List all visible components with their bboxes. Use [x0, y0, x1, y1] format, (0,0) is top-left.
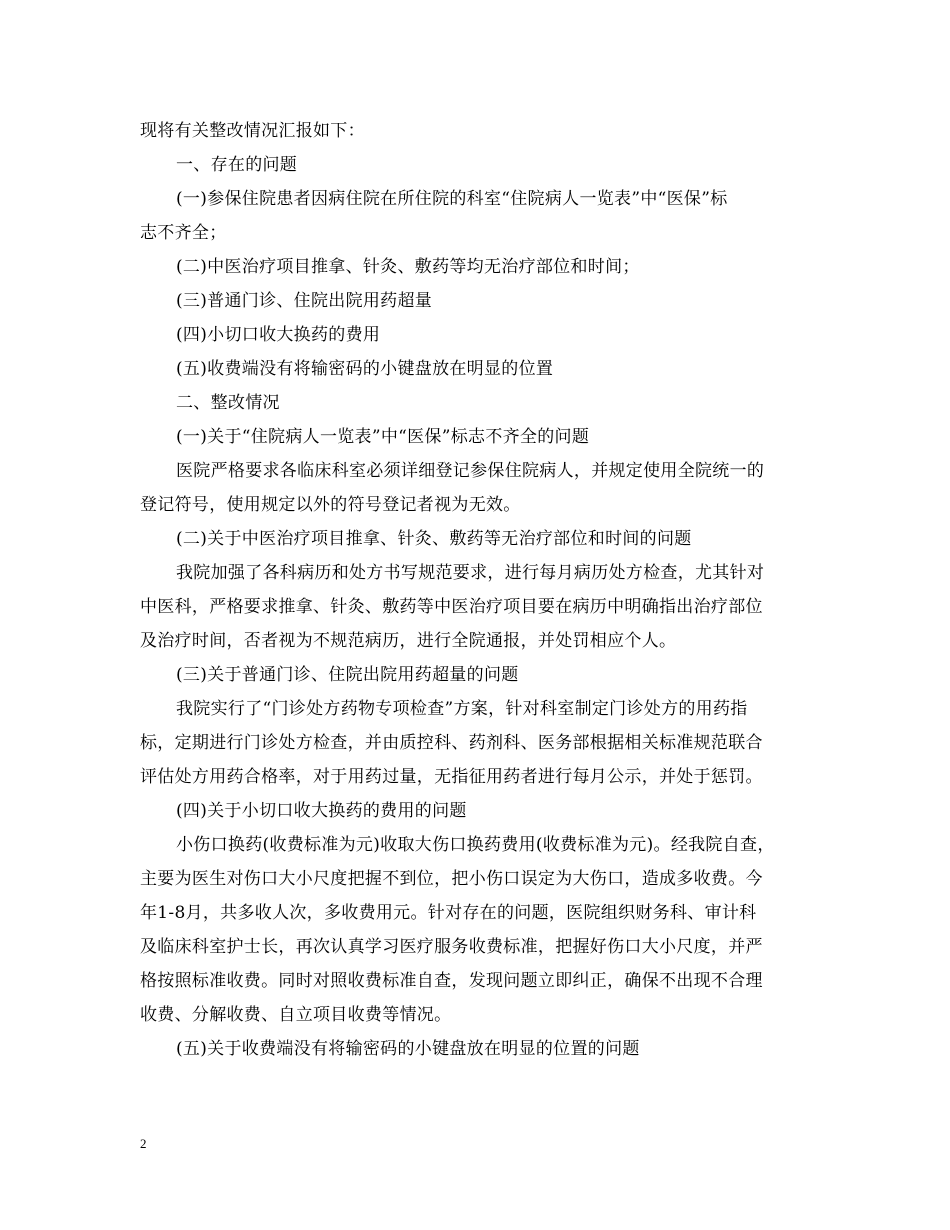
- paragraph-line: 格按照标准收费。同时对照收费标准自查，发现问题立即纠正，确保不出现不合理: [140, 971, 763, 991]
- paragraph-line: 医院严格要求各临床科室必须详细登记参保住院病人，并规定使用全院统一的: [176, 461, 765, 481]
- problem-item-4: (四)小切口收大换药的费用: [176, 325, 381, 345]
- problem-item-3: (三)普通门诊、住院出院用药超量: [176, 291, 433, 311]
- paragraph-line: 中医科，严格要求推拿、针灸、敷药等中医治疗项目要在病历中明确指出治疗部位: [140, 597, 763, 617]
- paragraph-line: 登记符号，使用规定以外的符号登记者视为无效。: [140, 495, 521, 515]
- paragraph-line: 及临床科室护士长，再次认真学习医疗服务收费标准，把握好伤口大小尺度，并严: [140, 937, 763, 957]
- paragraph-line: 标，定期进行门诊处方检查，并由质控科、药剂科、医务部根据相关标准规范联合: [140, 733, 763, 753]
- section-heading-problems: 一、存在的问题: [176, 155, 298, 175]
- rectification-heading-1: (一)关于“住院病人一览表”中“医保”标志不齐全的问题: [176, 427, 590, 447]
- paragraph-line: 年1-8月，共多收人次，多收费用元。针对存在的问题，医院组织财务科、审计科: [140, 903, 757, 923]
- paragraph-line: 评估处方用药合格率，对于用药过量，无指征用药者进行每月公示，并处于惩罚。: [140, 767, 763, 787]
- rectification-heading-5: (五)关于收费端没有将输密码的小键盘放在明显的位置的问题: [176, 1039, 640, 1059]
- problem-item-5: (五)收费端没有将输密码的小键盘放在明显的位置: [176, 359, 554, 379]
- problem-item-1-cont: 志不齐全；: [140, 223, 227, 243]
- rectification-heading-2: (二)关于中医治疗项目推拿、针灸、敷药等无治疗部位和时间的问题: [176, 529, 692, 549]
- page-number: 2: [140, 1136, 147, 1151]
- paragraph-line: 及治疗时间，否者视为不规范病历，进行全院通报，并处罚相应个人。: [140, 631, 677, 651]
- paragraph-line: 我院实行了“门诊处方药物专项检查”方案，针对科室制定门诊处方的用药指: [176, 699, 748, 719]
- problem-item-1: (一)参保住院患者因病住院在所住院的科室“住院病人一览表”中“医保”标: [176, 189, 728, 209]
- problem-item-2: (二)中医治疗项目推拿、针灸、敷药等均无治疗部位和时间；: [176, 257, 640, 277]
- rectification-heading-4: (四)关于小切口收大换药的费用的问题: [176, 801, 467, 821]
- paragraph-line: 小伤口换药(收费标准为元)收取大伤口换药费用(收费标准为元)。经我院自查，: [176, 835, 775, 855]
- rectification-heading-3: (三)关于普通门诊、住院出院用药超量的问题: [176, 665, 519, 685]
- intro-line: 现将有关整改情况汇报如下：: [140, 121, 365, 141]
- section-heading-rectification: 二、整改情况: [176, 393, 280, 413]
- paragraph-line: 收费、分解收费、自立项目收费等情况。: [140, 1005, 452, 1025]
- paragraph-line: 主要为医生对伤口大小尺度把握不到位，把小伤口误定为大伤口，造成多收费。今: [140, 869, 763, 889]
- paragraph-line: 我院加强了各科病历和处方书写规范要求，进行每月病历处方检查，尤其针对: [176, 563, 765, 583]
